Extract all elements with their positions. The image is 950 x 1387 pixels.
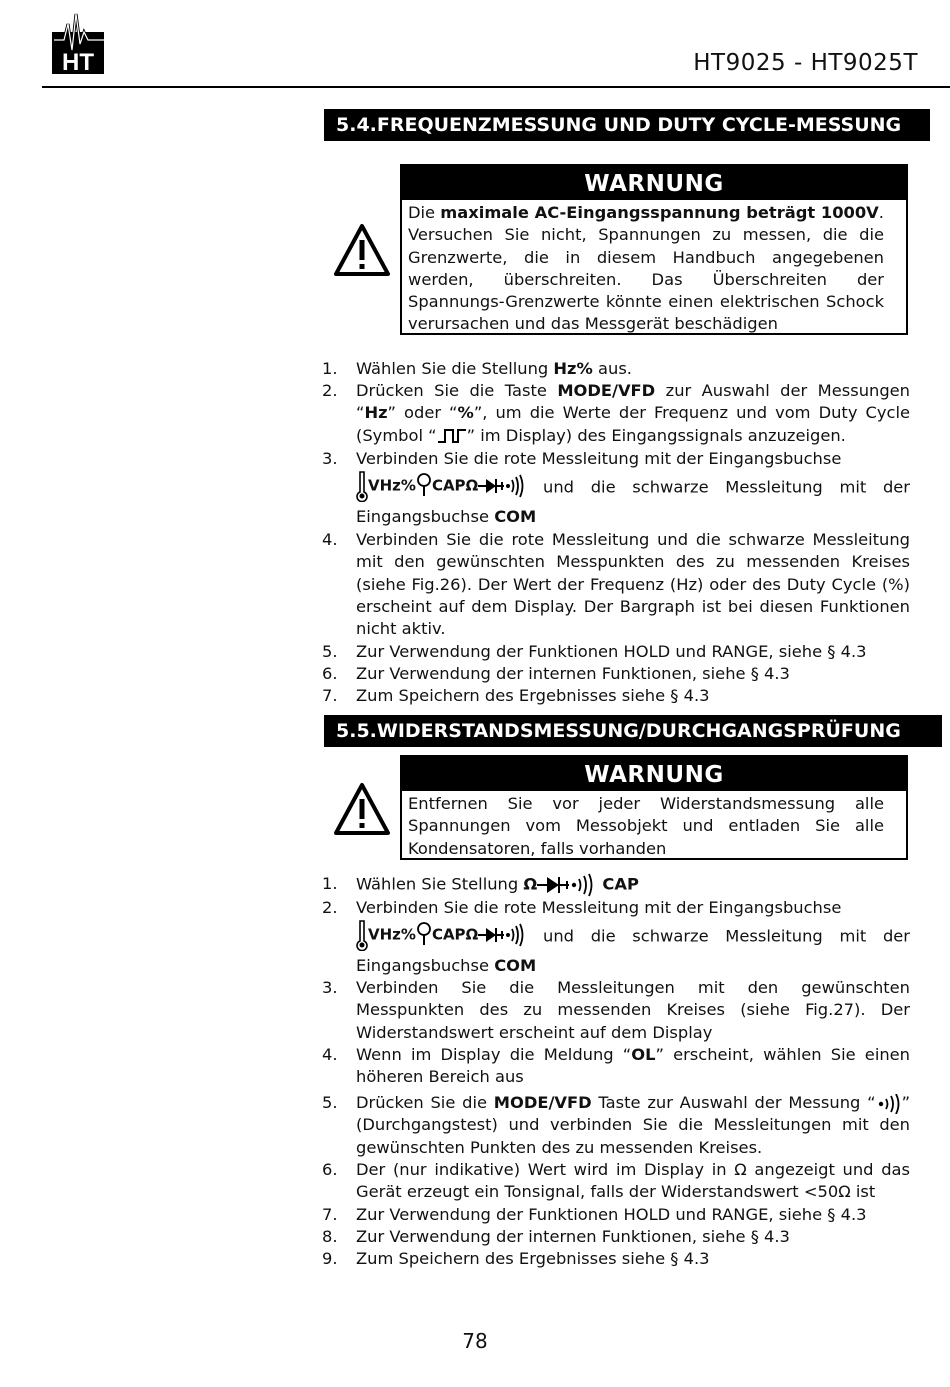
diode-continuity-icon	[478, 923, 526, 947]
page-number: 78	[462, 1329, 488, 1353]
thermometer-icon	[356, 919, 368, 951]
header-divider	[42, 86, 950, 88]
warning-box-voltage	[400, 164, 908, 335]
diode-continuity-icon	[478, 474, 526, 498]
list-item: 6. Zur Verwendung der internen Funktionen, siehe § 4.3	[322, 664, 790, 683]
list-item: 5. Zur Verwendung der Funktionen HOLD und RANGE, siehe § 4.3	[322, 642, 867, 661]
warning-triangle-icon	[332, 781, 392, 837]
probe-icon	[416, 921, 432, 949]
list-item: 9. Zum Speichern des Ergebnisses siehe § 4.3	[322, 1249, 710, 1268]
svg-text:HT: HT	[62, 49, 94, 76]
list-item: 2. Verbinden Sie die rote Messleitung mit der Eingangsbuchse VHz% CAPΩ und die schwarze Messleitung mit der Eingangsbuchse COM	[322, 898, 910, 976]
list-item: 4. Wenn im Display die Meldung “OL” erscheint, wählen Sie einen höheren Bereich aus	[322, 1045, 910, 1087]
document-title: HT9025 - HT9025T	[693, 50, 918, 76]
list-item: 6. Der (nur indikative) Wert wird im Display in Ω angezeigt und das Gerät erzeugt ein Tonsignal, falls der Widerstandswert <50Ω ist	[322, 1160, 910, 1202]
warning-text: Die maximale AC-Eingangsspannung beträgt 1000V. Versuchen Sie nicht, Spannungen zu messen, die die Grenzwerte, die in diesem Handbuch angegebenen werden, überschreiten. Das Überschreiten der Spannungs-Grenzwerte könnte einen elektrischen Schock verursachen und das Messgerät beschädigen	[408, 203, 884, 334]
continuity-buzzer-icon	[876, 1094, 902, 1114]
warning-title: WARNUNG	[402, 166, 906, 200]
warning-triangle-icon	[332, 222, 392, 278]
warning-text: Entfernen Sie vor jeder Widerstandsmessung alle Spannungen vom Messobjekt und entladen Sie alle Kondensatoren, falls vorhanden	[408, 794, 884, 858]
section-heading-resistance: 5.5.WIDERSTANDSMESSUNG/DURCHGANGSPRÜFUNG	[324, 715, 942, 747]
list-item: 7. Zum Speichern des Ergebnisses siehe § 4.3	[322, 686, 710, 705]
list-item: 8. Zur Verwendung der internen Funktionen, siehe § 4.3	[322, 1227, 790, 1246]
ht-logo	[50, 10, 108, 76]
square-wave-icon	[437, 428, 467, 444]
thermometer-icon	[356, 470, 368, 502]
list-item: 4. Verbinden Sie die rote Messleitung und die schwarze Messleitung mit den gewünschten Messpunkten des zu messenden Kreises (siehe Fig.26). Der Wert der Frequenz (Hz) oder des Duty Cycle (%) erscheint auf dem Display. Der Bargraph ist bei diesen Funktionen nicht aktiv.	[322, 530, 910, 639]
warning-title: WARNUNG	[402, 757, 906, 791]
warning-box-discharge	[400, 755, 908, 860]
list-item: 1. Wählen Sie die Stellung Hz% aus.	[322, 359, 632, 378]
diode-continuity-icon	[537, 873, 597, 897]
list-item: 3. Verbinden Sie die Messleitungen mit den gewünschten Messpunkten des zu messenden Kreises (siehe Fig.27). Der Widerstandswert erscheint auf dem Display	[322, 978, 910, 1042]
list-item: 3. Verbinden Sie die rote Messleitung mit der Eingangsbuchse VHz% CAPΩ und die schwarze Messleitung mit der Eingangsbuchse COM	[322, 449, 910, 527]
list-item: 7. Zur Verwendung der Funktionen HOLD und RANGE, siehe § 4.3	[322, 1205, 867, 1224]
section-heading-frequency: 5.4.FREQUENZMESSUNG UND DUTY CYCLE-MESSUNG	[324, 109, 930, 141]
list-item: 5. Drücken Sie die MODE/VFD Taste zur Auswahl der Messung “ ” (Durchgangstest) und verbinden Sie die Messleitungen mit den gewünschten Punkten des zu messenden Kreises.	[322, 1093, 910, 1157]
list-item: 2. Drücken Sie die Taste MODE/VFD zur Auswahl der Messungen “Hz” oder “%”, um die Werte der Frequenz und vom Duty Cycle (Symbol “ ” im Display) des Eingangssignals anzuzeigen.	[322, 381, 910, 445]
list-item: 1. Wählen Sie Stellung Ω CAP	[322, 873, 910, 897]
probe-icon	[416, 472, 432, 500]
